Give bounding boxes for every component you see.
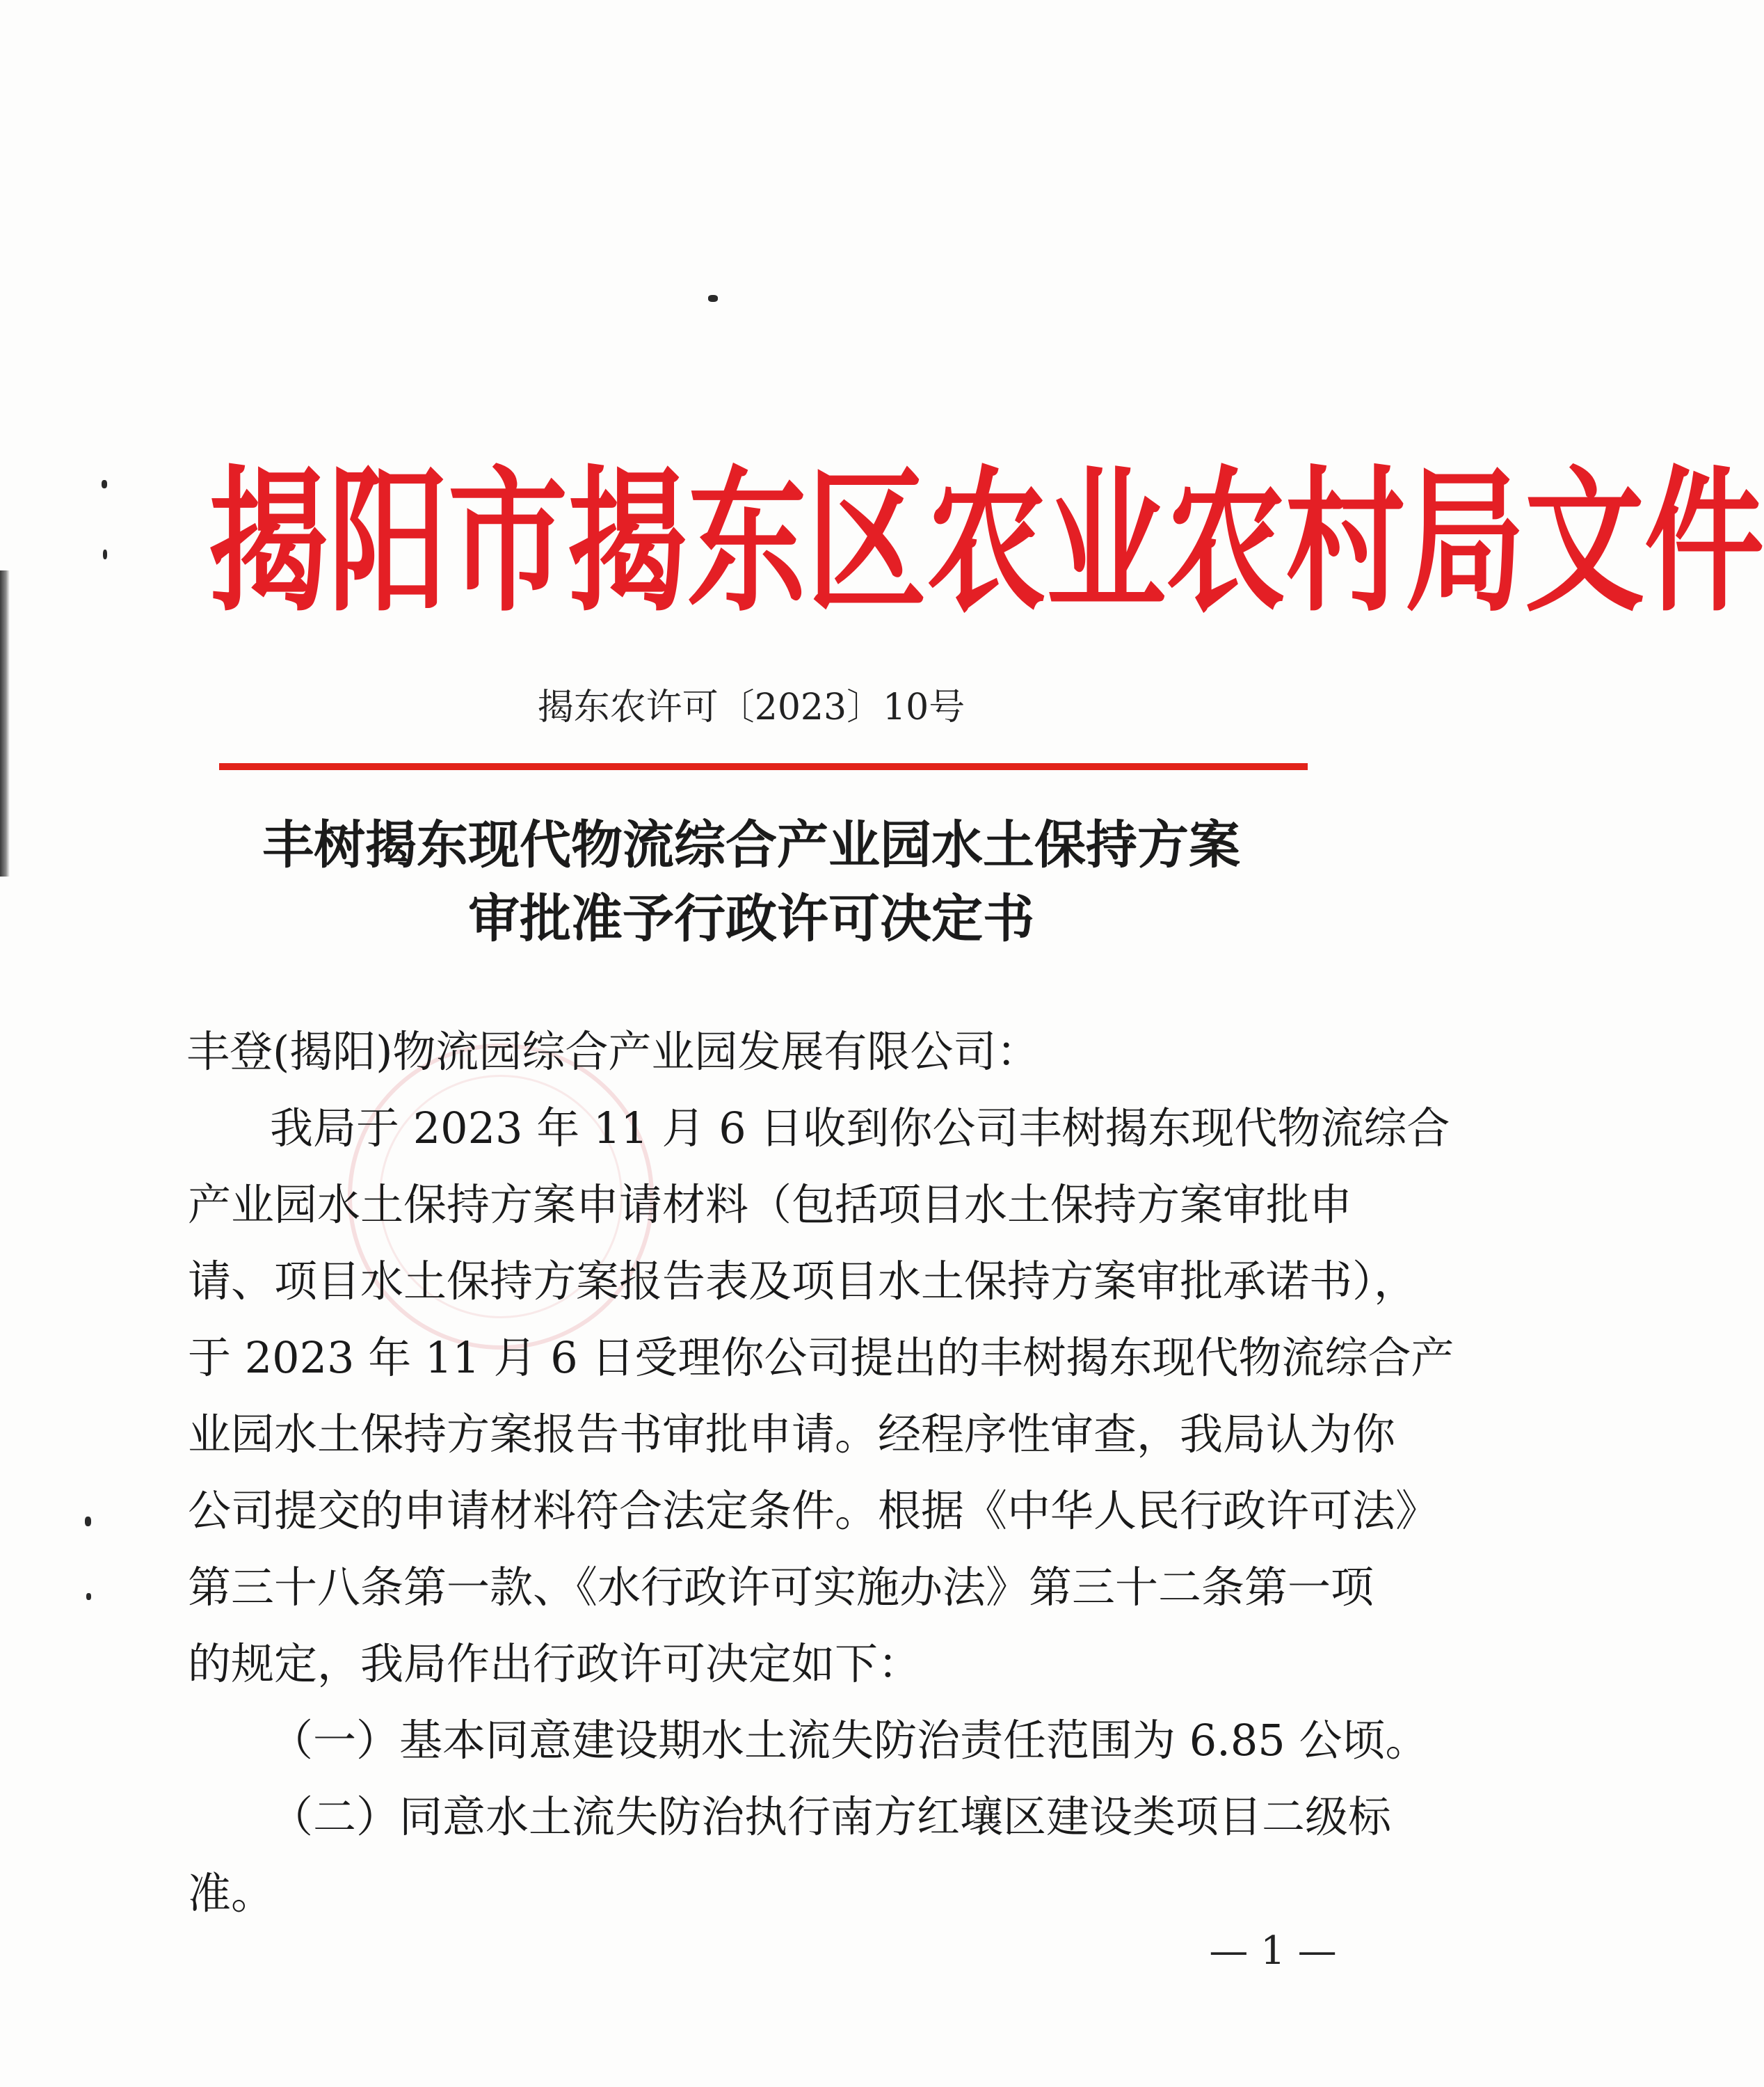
paragraph-line: 请、项目水土保持方案报告表及项目水土保持方案审批承诺书），: [188, 1256, 1418, 1306]
paragraph-line: 公司提交的申请材料符合法定条件。根据《中华人民行政许可法》: [188, 1485, 1439, 1536]
document-title-line-1: 丰树揭东现代物流综合产业园水土保持方案: [262, 815, 1240, 875]
scan-speck: [103, 550, 107, 559]
paragraph-line: 第三十八条第一款、《水行政许可实施办法》第三十二条第一项: [188, 1562, 1374, 1613]
issuing-authority-header: 揭阳市揭东区农业农村局文件: [209, 451, 1764, 633]
paragraph-line: 的规定，我局作出行政许可决定如下：: [188, 1638, 922, 1689]
decision-item-2-continuation: 准。: [188, 1868, 275, 1919]
decision-item-1: （一）基本同意建设期水土流失防治责任范围为 6.85 公顷。: [270, 1715, 1429, 1766]
paragraph-line: 业园水土保持方案报告书审批申请。经程序性审查，我局认为你: [188, 1409, 1396, 1460]
paragraph-line: 产业园水土保持方案申请材料（包括项目水土保持方案审批申: [188, 1179, 1353, 1230]
document-title-line-2: 审批准予行政许可决定书: [468, 889, 1034, 949]
scan-speck: [85, 1517, 91, 1526]
scan-speck: [708, 295, 718, 302]
scan-speck: [102, 480, 107, 488]
red-divider-line: [219, 763, 1308, 770]
decision-item-2: （二）同意水土流失防治执行南方红壤区建设类项目二级标: [270, 1791, 1392, 1842]
paragraph-line: 于 2023 年 11 月 6 日受理你公司提出的丰树揭东现代物流综合产: [188, 1332, 1454, 1383]
scan-speck: [86, 1593, 91, 1600]
page-number: — 1 —: [1209, 1928, 1337, 1974]
document-number: 揭东农许可〔2023〕10号: [537, 687, 965, 728]
salutation: 丰登(揭阳)物流园综合产业园发展有限公司：: [186, 1026, 1040, 1077]
paragraph-line: 我局于 2023 年 11 月 6 日收到你公司丰树揭东现代物流综合: [270, 1103, 1450, 1153]
